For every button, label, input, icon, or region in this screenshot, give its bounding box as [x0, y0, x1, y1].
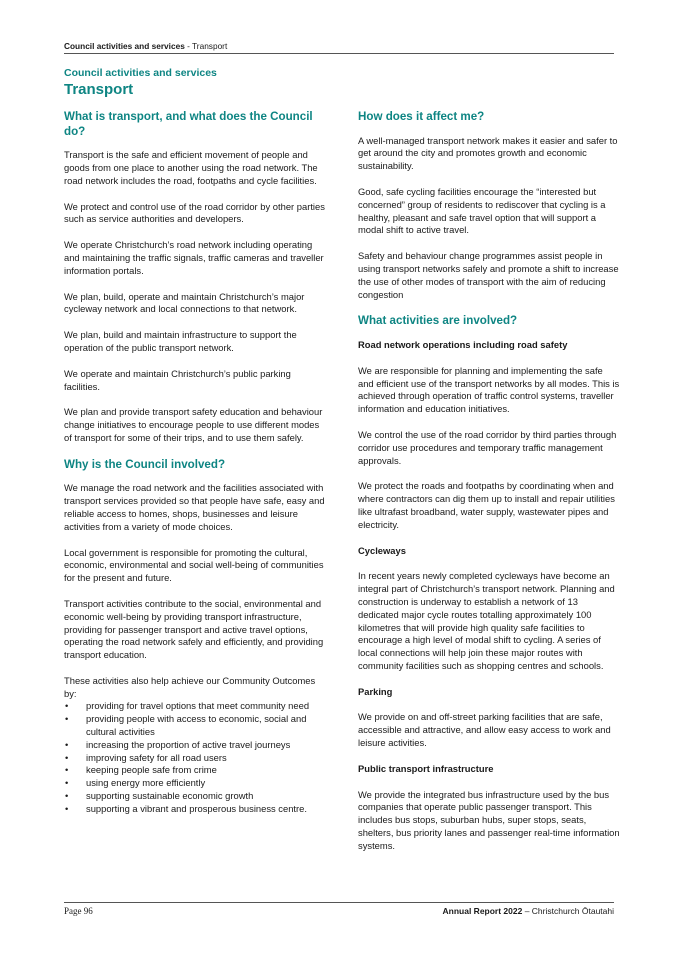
paragraph: Local government is responsible for promoting the cultural, economic, environmental and social well-being of communities for the present and future. — [64, 546, 324, 584]
section-label: Council activities and services — [64, 67, 217, 79]
paragraph: Safety and behaviour change programmes assist people in using transport networks safely and promote a shift to increase the use of other modes of transport with the aim of reducing congestion — [358, 250, 619, 300]
outcomes-list — [64, 700, 326, 815]
list-item: • providing for travel options that meet community need — [64, 700, 326, 713]
paragraph: We plan, build and maintain infrastructure to support the operation of the public transport network. — [64, 329, 297, 353]
paragraph: We plan, build, operate and maintain Christchurch’s major cycleway network and local connections to that network. — [64, 290, 305, 315]
paragraph: We provide the integrated bus infrastructure used by the bus companies that operate public passenger transport. This includes bus stops, suburban hubs, super stops, seats, shelters, bus priority lanes and passenger real-time information systems. — [358, 788, 620, 851]
paragraph: We protect the roads and footpaths by coordinating when and where contractors can dig them up to install and repair utilities like ultrafast broadband, water supply, wastewater pipes and electricity. — [358, 480, 615, 530]
heading-what-is-transport: What is transport, and what does the Council do? — [64, 110, 313, 138]
page-title: Transport — [64, 81, 134, 98]
paragraph: We plan and provide transport safety education and behaviour change initiatives to encourage people to use different modes of transport for some of their trips, and to use them safely. — [64, 406, 323, 443]
list-item: • supporting sustainable economic growth — [64, 790, 326, 803]
paragraph: Transport activities contribute to the social, environmental and economic well-being by providing transport infrastructure, providing for passenger transport and active travel options, operating the road network safely and efficiently, and providing transport education. — [64, 597, 324, 661]
page-number: Page 96 — [64, 906, 93, 916]
list-item: • supporting a vibrant and prosperous business centre. — [64, 803, 326, 816]
list-item: • providing people with access to economic, social and cultural activities — [64, 713, 326, 739]
paragraph: Transport is the safe and efficient movement of people and goods from one place to another using the road network. The road network includes the road, footpaths and cycle facilities. — [64, 149, 318, 186]
subheading-public-transport: Public transport infrastructure — [358, 762, 494, 774]
subheading-cycleways: Cycleways — [358, 544, 406, 556]
header-section: Council activities and services — [64, 41, 185, 51]
list-item: • keeping people safe from crime — [64, 764, 326, 777]
list-item: • using energy more efficiently — [64, 777, 326, 790]
heading-activities-involved: What activities are involved? — [358, 314, 518, 328]
right-column — [358, 110, 620, 866]
footer-rule — [64, 902, 614, 903]
paragraph: We control the use of the road corridor by third parties through corridor use procedures and temporary traffic management approvals. — [358, 428, 617, 466]
header-rule — [64, 53, 614, 54]
paragraph: We operate and maintain Christchurch’s public parking facilities. — [64, 367, 291, 392]
report-name: Annual Report 2022 — [442, 906, 523, 916]
paragraph: We protect and control use of the road corridor by other parties such as service authorities and developers. — [64, 200, 325, 225]
subheading-road-network: Road network operations including road safety — [358, 338, 568, 350]
heading-why-council-involved: Why is the Council involved? — [64, 457, 226, 471]
paragraph: In recent years newly completed cycleways have become an integral part of Christchurch’s transport network. Planning and construction is underway to establish a network of 13 dedicated major cycle routes totalling approximately 100 kilometres that will provide high quality safe facilities to encourage a high level of modal shift to cycling. A series of local connections will help join these major routes with community facilities such as shopping centres and schools. — [358, 570, 615, 671]
paragraph: We manage the road network and the facilities associated with transport services provided so that people have safe, easy and reliable access to homes, shops, businesses and leisure activities from a variety of mode choices. — [64, 482, 325, 532]
list-item: • increasing the proportion of active travel journeys — [64, 739, 326, 752]
report-city: – Christchurch Ōtautahi — [522, 906, 614, 916]
paragraph: A well-managed transport network makes it easier and safer to get around the city and promotes growth and economic sustainability. — [358, 134, 618, 172]
paragraph: Good, safe cycling facilities encourage the “interested but concerned” group of residents to rediscover that cycling is a healthy, pleasant and safe travel option that will support a modal shift to active travel. — [358, 185, 606, 236]
paragraph: We are responsible for planning and implementing the safe and efficient use of the transport networks by all modes. This is achieved through operation of traffic control systems, traveller information and education initiatives. — [358, 364, 620, 415]
paragraph: We provide on and off-street parking facilities that are safe, accessible and attractive, and allow easy access to work and leisure activities. — [358, 711, 611, 749]
header-subsection: - Transport — [184, 41, 228, 51]
list-item: • improving safety for all road users — [64, 752, 326, 765]
subheading-parking: Parking — [358, 685, 393, 697]
running-header — [64, 41, 614, 52]
outcomes-intro: These activities also help achieve our Community Outcomes by: — [64, 674, 316, 699]
report-title — [443, 906, 614, 917]
paragraph: We operate Christchurch’s road network including operating and maintaining the traffic signals, traffic cameras and traveller information portals. — [64, 239, 324, 276]
heading-how-affect-me: How does it affect me? — [358, 110, 485, 123]
left-column — [64, 110, 326, 816]
